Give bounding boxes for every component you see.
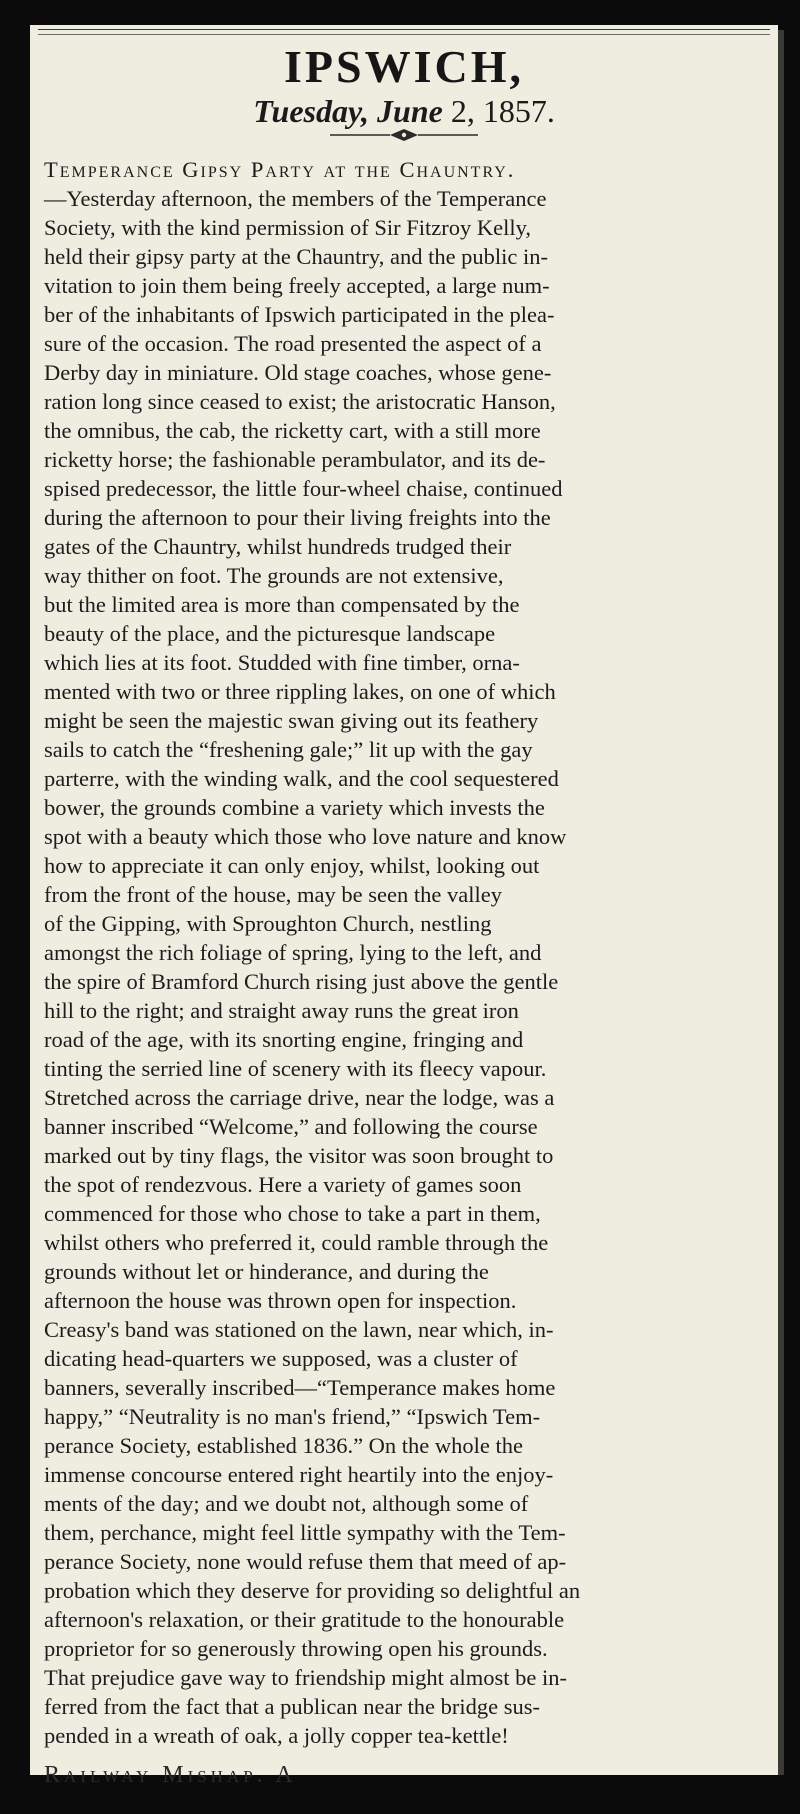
article-line: from the front of the house, may be seen the valley	[44, 882, 502, 907]
article-line: ments of the day; and we doubt not, although some of	[44, 1491, 529, 1516]
next-article-cutoff: Railway Mishap. A	[44, 1762, 297, 1788]
newspaper-clipping	[30, 25, 778, 1788]
article-line: Derby day in miniature. Old stage coaches, whose gene-	[44, 360, 552, 385]
article-line: ferred from the fact that a publican near the bridge sus-	[44, 1694, 541, 1719]
article-line: of the Gipping, with Sproughton Church, nestling	[44, 911, 492, 936]
article-line: beauty of the place, and the picturesque landscape	[44, 621, 496, 646]
article-heading-line	[44, 155, 766, 184]
article-line: parterre, with the winding walk, and the cool sequestered	[44, 766, 559, 791]
article-line: commenced for those who chose to take a part in them,	[44, 1201, 541, 1226]
article-line: mented with two or three rippling lakes, on one of which	[44, 679, 556, 704]
article-line: perance Society, none would refuse them that meed of ap-	[44, 1549, 567, 1574]
clipping-edge-shadow	[778, 30, 784, 1775]
article-line: vitation to join them being freely accepted, a large num-	[44, 273, 550, 298]
article-line: the spire of Bramford Church rising just above the gentle	[44, 969, 559, 994]
article-line: afternoon's relaxation, or their gratitude to the honourable	[44, 1607, 565, 1632]
article-line: sails to catch the “freshening gale;” lit up with the gay	[44, 737, 533, 762]
article-line: hill to the right; and straight away runs the great iron	[44, 998, 519, 1023]
article-line: might be seen the majestic swan giving out its feathery	[44, 708, 539, 733]
article-line: grounds without let or hinderance, and during the	[44, 1259, 489, 1284]
article-line: bower, the grounds combine a variety which invests the	[44, 795, 545, 820]
article-line: way thither on foot. The grounds are not extensive,	[44, 563, 504, 588]
article-line: Creasy's band was stationed on the lawn, near which, in-	[44, 1317, 554, 1342]
article-line: That prejudice gave way to friendship might almost be in-	[44, 1665, 567, 1690]
article-line: ricketty horse; the fashionable perambulator, and its de-	[44, 447, 546, 472]
ornament-divider	[330, 128, 478, 142]
dateline-day: Tuesday, June	[253, 93, 443, 129]
article-line: spot with a beauty which those who love nature and know	[44, 824, 567, 849]
article-line: whilst others who preferred it, could ramble through the	[44, 1230, 549, 1255]
article-line: how to appreciate it can only enjoy, whilst, looking out	[44, 853, 540, 878]
article-line: which lies at its foot. Studded with fine timber, orna-	[44, 650, 520, 675]
article-line: amongst the rich foliage of spring, lying to the left, and	[44, 940, 542, 965]
article-line: dicating head-quarters we supposed, was a cluster of	[44, 1346, 518, 1371]
article-line: the spot of rendezvous. Here a variety of games soon	[44, 1172, 522, 1197]
dateline	[30, 91, 778, 131]
article-line: road of the age, with its snorting engine, fringing and	[44, 1027, 524, 1052]
article-line: them, perchance, might feel little sympathy with the Tem-	[44, 1520, 566, 1545]
article-line: immense concourse entered right heartily into the enjoy-	[44, 1462, 554, 1487]
article-line: perance Society, established 1836.” On the whole the	[44, 1433, 524, 1458]
article-line: probation which they deserve for providing so delightful an	[44, 1578, 581, 1603]
article-line: tinting the serried line of scenery with its fleecy vapour.	[44, 1056, 547, 1081]
article-line: held their gipsy party at the Chauntry, and the public in-	[44, 244, 549, 269]
article-line: Society, with the kind permission of Sir Fitzroy Kelly,	[44, 215, 532, 240]
top-rule	[38, 29, 770, 35]
article-line: proprietor for so generously throwing open his grounds.	[44, 1636, 548, 1661]
article-line: but the limited area is more than compensated by the	[44, 592, 520, 617]
article-line: sure of the occasion. The road presented the aspect of a	[44, 331, 542, 356]
article-line: banner inscribed “Welcome,” and following the course	[44, 1114, 538, 1139]
article-line: —Yesterday afternoon, the members of the Temperance	[44, 186, 547, 211]
article-line: marked out by tiny flags, the visitor was soon brought to	[44, 1143, 554, 1168]
article-line: ber of the inhabitants of Ipswich participated in the plea-	[44, 302, 555, 327]
article-body	[44, 155, 766, 1750]
dateline-date: 2, 1857.	[450, 93, 555, 129]
masthead-title: IPSWICH,	[284, 41, 524, 92]
article-line: afternoon the house was thrown open for inspection.	[44, 1288, 517, 1313]
article-line: ration long since ceased to exist; the aristocratic Hanson,	[44, 389, 556, 414]
article-line: gates of the Chauntry, whilst hundreds trudged their	[44, 534, 512, 559]
article-line: happy,” “Neutrality is no man's friend,” “Ipswich Tem-	[44, 1404, 541, 1429]
article-line: the omnibus, the cab, the ricketty cart, with a still more	[44, 418, 541, 443]
article-line: banners, severally inscribed—“Temperance makes home	[44, 1375, 556, 1400]
article-heading: Temperance Gipsy Party at the Chauntry.	[44, 157, 516, 182]
article-line: Stretched across the carriage drive, near the lodge, was a	[44, 1085, 555, 1110]
article-line: during the afternoon to pour their living freights into the	[44, 505, 551, 530]
article-line: pended in a wreath of oak, a jolly copper tea-kettle!	[44, 1723, 509, 1748]
article-line: spised predecessor, the little four-wheel chaise, continued	[44, 476, 563, 501]
